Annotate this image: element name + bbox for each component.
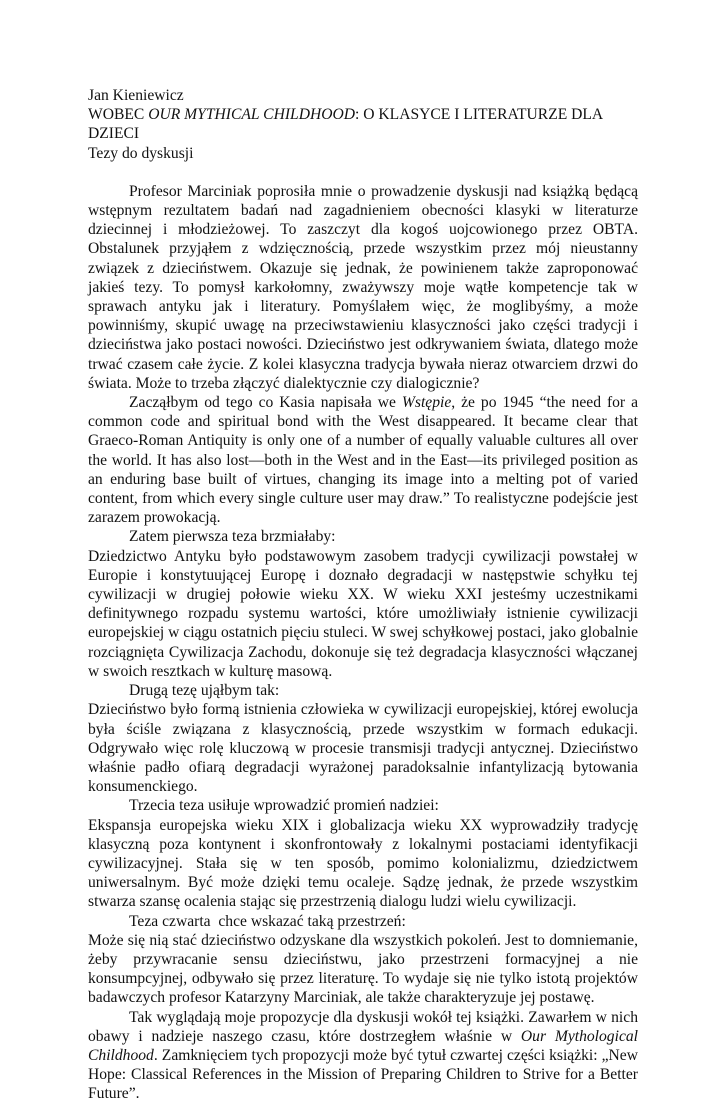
title-prefix: WOBEC <box>88 106 149 124</box>
spacer <box>88 163 638 182</box>
document-page <box>88 86 638 1104</box>
quote-lead: Zacząłbym od tego co Kasia napisała we <box>129 394 402 412</box>
quote-text: , że po 1945 “the need for a common code and spiritual bond with the West disappeared. It became clear that Graeco-Roman Antiquity is only one of a number of equally valuable cultures all over the world. It has also lost—both in the West and in the East—its privileged position as an enduring base built of virtues, changing its image into a melting pot of varied content, from which every single culture user may draw.” To realistyczne podejście jest zarazem prowokacją. <box>88 394 639 527</box>
thesis-3-intro: Trzecia teza usiłuje wprowadzić promień nadziei: <box>129 797 439 815</box>
thesis-4-body: Może się nią stać dzieciństwo odzyskane dla wszystkich pokoleń. Jest to domniemanie, żeby przywracanie sensu dzieciństwu, jako przestrzeni formacyjnej a nie konsumpcyjnej, odbywało się przez literaturę. To wydaje się nie tylko istotą projektów badawczych profesor Katarzyny Marciniak, ale także charakteryzuje jej postawę. <box>88 931 638 1007</box>
author-name: Jan Kieniewicz <box>88 87 184 104</box>
paragraph-closing <box>88 1008 638 1104</box>
document-title <box>88 105 638 143</box>
paragraph-intro: Profesor Marciniak poprosiła mnie o prowadzenie dyskusji nad książką będącą wstępnym rezultatem badań nad zagadnieniem obecności klasyki w literaturze dziecinnej i młodzieżowej. To zaszczyt dla kogoś uojcowionego przez OBTA. Obstalunek przyjąłem z wdzięcznością, przede wszystkim przez mój nieustanny związek z dzieciństwem. Okazuje się jednak, że powinienem także zaproponować jakieś tezy. To pomysł karkołomny, zważywszy moje wątłe kompetencje tak w sprawach antyku jak i literatury. Pomyślałem więc, że moglibyśmy, a może powinniśmy, skupić uwagę na przeciwstawieniu klasyczności jako części tradycji i dzieciństwa jako postaci nowości. Dzieciństwo jest odkrywaniem świata, dlatego może trwać czasem całe życie. Z kolei klasyczna tradycja bywała nieraz otwarciem drzwi do świata. Może to trzeba złączyć dialektycznie czy dialogicznie? <box>88 182 638 392</box>
title-italic: OUR MYTHICAL CHILDHOOD <box>148 106 356 124</box>
thesis-1-body: Dziedzictwo Antyku było podstawowym zasobem tradycji cywilizacji powstałej w Europie i konstytuującej Europę i doznało degradacji w następstwie schyłku tej cywilizacji w drugiej połowie wieku XX. W wieku XXI jesteśmy uczestnikami definitywnego rozpadu systemu wartości, które umożliwiały istnienie cywilizacji europejskiej w ciągu ostatnich pięciu stuleci. W swej schyłkowej postaci, jako globalnie rozciągnięta Cywilizacja Zachodu, dokonuje się też degradacja klasyczności włączanej w swoich resztkach w kulturę masową. <box>88 547 638 680</box>
closing-italic: Our Mythological Childhood <box>88 1027 638 1064</box>
thesis-2-intro: Drugą tezę ująłbym tak: <box>129 682 280 700</box>
thesis-2-body: Dzieciństwo było formą istnienia człowieka w cywilizacji europejskiej, której ewolucja była ściśle związana z klasycznością, przede wszystkim w formach edukacji. Odgrywało więc rolę kluczową w procesie transmisji tradycji antycznej. Dzieciństwo właśnie padło ofiarą degradacji wyrażonej paradoksalnie infantylizacją bytowania konsumenckiego. <box>88 701 638 796</box>
document-subtitle: Tezy do dyskusji <box>88 144 194 162</box>
paragraph-quote <box>88 393 638 527</box>
closing-text: . Zamknięciem tych propozycji może być tytuł czwartej części książki: „New Hope: Classical References in the Mission of Preparing Children to Strive for a Better Future”. <box>88 1046 638 1103</box>
thesis-1-intro: Zatem pierwsza teza brzmiałaby: <box>129 528 336 546</box>
thesis-4-intro: Teza czwarta chce wskazać taką przestrzeń: <box>129 912 406 930</box>
closing-lead: Tak wyglądają moje propozycje dla dyskusji wokół tej książki. Zawarłem w nich obawy i nadzieje naszego czasu, które dostrzegłem właśnie w <box>88 1008 638 1045</box>
title-suffix: : O KLASYCE I LITERATURZE DLA DZIECI <box>88 106 603 143</box>
thesis-3-body: Ekspansja europejska wieku XIX i globalizacja wieku XX wyprowadziły tradycję klasyczną poza kontynent i skonfrontowały z lokalnymi postaciami identyfikacji cywilizacyjnej. Stała się w ten sposób, pomimo kolonializmu, dziedzictwem uniwersalnym. Być może dzięki temu ocaleje. Sądzę jednak, że przede wszystkim stwarza szansę ocalenia stając się przestrzenią dialogu ludzi wielu cywilizacji. <box>88 816 638 911</box>
quote-italic: Wstępie <box>401 394 452 412</box>
